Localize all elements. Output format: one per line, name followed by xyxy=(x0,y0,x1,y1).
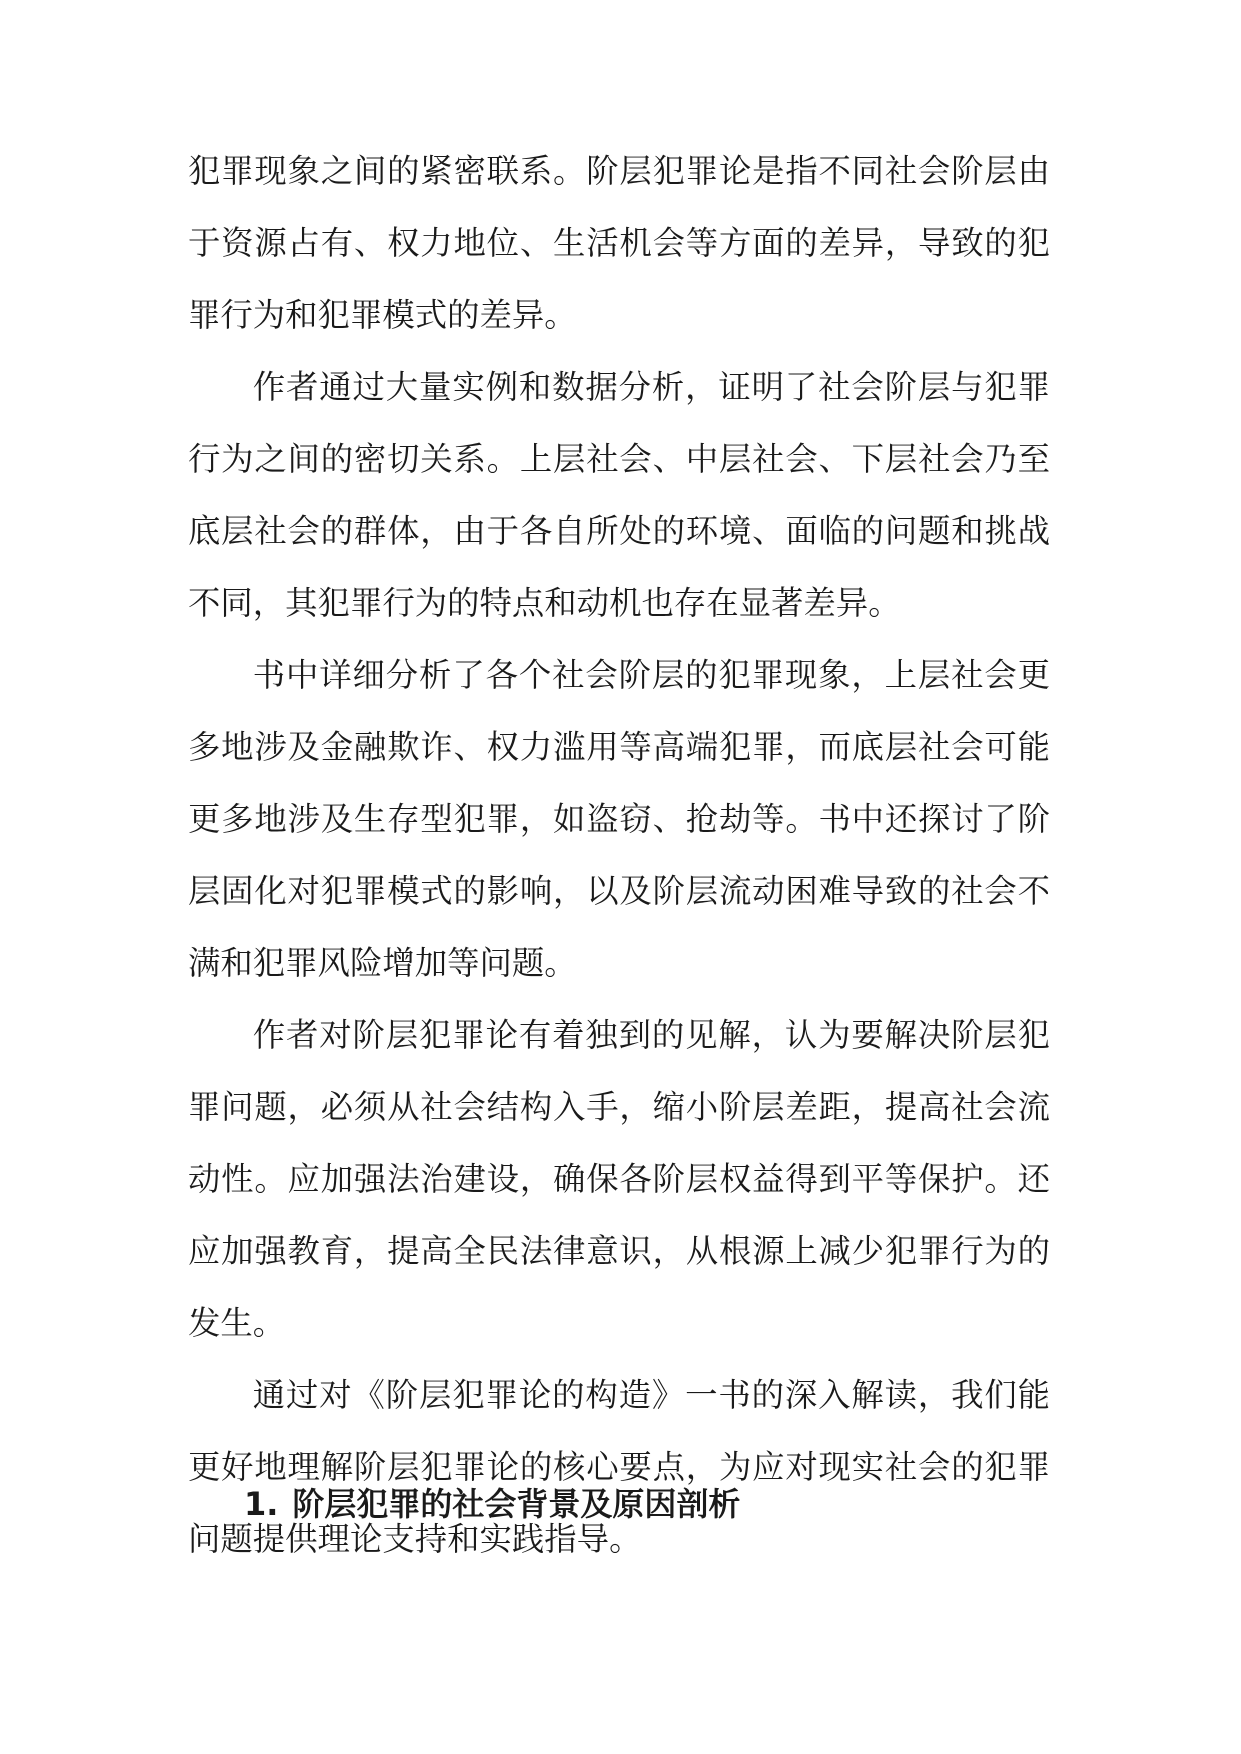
paragraph-continued: 犯罪现象之间的紧密联系。阶层犯罪论是指不同社会阶层由于资源占有、权力地位、生活机会等方面的差异，导致的犯罪行为和犯罪模式的差异。 xyxy=(188,152,1050,334)
section-number: 1. xyxy=(244,1485,279,1523)
section-title: 阶层犯罪的社会背景及原因剖析 xyxy=(292,1485,741,1523)
paragraph: 作者对阶层犯罪论有着独到的见解，认为要解决阶层犯罪问题，必须从社会结构入手，缩小阶层差距，提高社会流动性。应加强法治建设，确保各阶层权益得到平等保护。还应加强教育，提高全民法律意识，从根源上减少犯罪行为的发生。 xyxy=(188,1016,1050,1342)
paragraph: 作者通过大量实例和数据分析，证明了社会阶层与犯罪行为之间的密切关系。上层社会、中层社会、下层社会乃至底层社会的群体，由于各自所处的环境、面临的问题和挑战不同，其犯罪行为的特点和动机也存在显著差异。 xyxy=(188,368,1050,622)
paragraph: 书中详细分析了各个社会阶层的犯罪现象，上层社会更多地涉及金融欺诈、权力滥用等高端犯罪，而底层社会可能更多地涉及生存型犯罪，如盗窃、抢劫等。书中还探讨了阶层固化对犯罪模式的影响，以及阶层流动困难导致的社会不满和犯罪风险增加等问题。 xyxy=(188,656,1050,982)
paragraph: 通过对《阶层犯罪论的构造》一书的深入解读，我们能更好地理解阶层犯罪论的核心要点，为应对现实社会的犯罪问题提供理论支持和实践指导。 xyxy=(188,1376,1050,1558)
section-heading xyxy=(244,1480,740,1528)
body-text xyxy=(188,135,1050,1575)
